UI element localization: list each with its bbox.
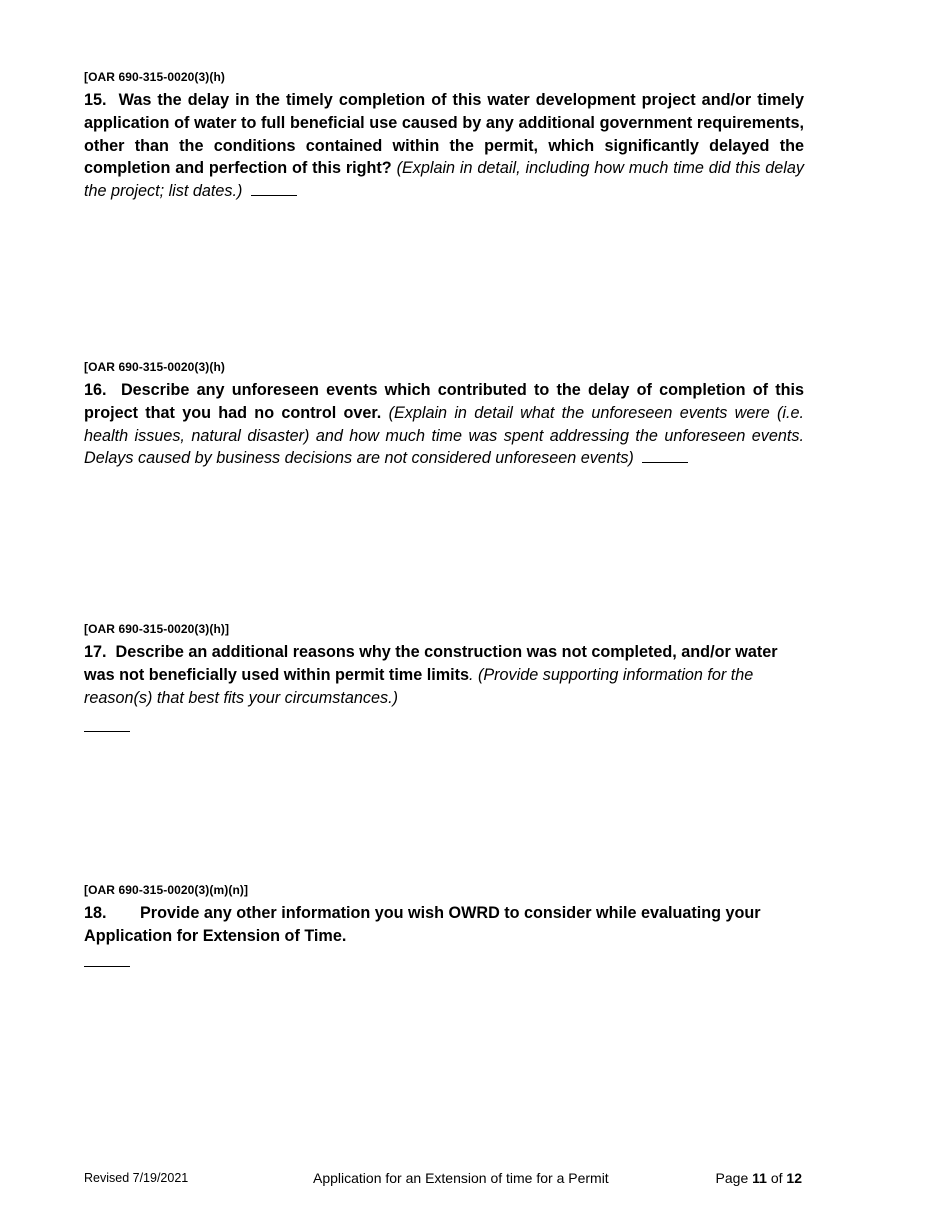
question-number: 18. bbox=[84, 904, 107, 922]
question-instructions: (Explain in detail, including how much time did this delay the project; list dates.) bbox=[84, 159, 805, 201]
question-text bbox=[84, 902, 804, 948]
question-16 bbox=[84, 360, 804, 470]
question-instructions: (Explain in detail what the unforeseen events were (i.e. health issues, natural disaster) and how much time was spent addressing the unforeseen events. Delays caused by business decisions are not considered unforeseen events) bbox=[84, 403, 805, 468]
answer-field[interactable] bbox=[251, 194, 297, 196]
rule-reference: [OAR 690-315-0020(3)(h) bbox=[84, 70, 226, 84]
question-prompt: Describe any unforeseen events which contributed to the delay of completion of this project that you had no control over. bbox=[84, 381, 804, 422]
question-text bbox=[84, 641, 804, 709]
revision-date: Revised 7/19/2021 bbox=[84, 1171, 189, 1185]
answer-field[interactable] bbox=[84, 966, 130, 967]
question-15 bbox=[84, 70, 804, 203]
question-text bbox=[84, 379, 804, 470]
question-prompt: Describe an additional reasons why the construction was not completed, and/or water was not beneficially used within permit time limits bbox=[84, 643, 778, 684]
rule-reference: [OAR 690-315-0020(3)(m)(n)] bbox=[84, 883, 249, 897]
question-18 bbox=[84, 883, 804, 967]
form-title: Application for an Extension of time for a Permit bbox=[313, 1170, 609, 1186]
page-footer bbox=[84, 1170, 804, 1188]
question-number: 17. bbox=[84, 643, 107, 661]
question-17 bbox=[84, 622, 804, 732]
answer-field[interactable] bbox=[84, 731, 130, 732]
question-number: 16. bbox=[84, 381, 107, 399]
answer-field[interactable] bbox=[642, 461, 688, 463]
rule-reference: [OAR 690-315-0020(3)(h) bbox=[84, 360, 226, 374]
page-number: Page 11 of 12 bbox=[715, 1170, 802, 1186]
question-text bbox=[84, 89, 804, 203]
question-number: 15. bbox=[84, 91, 107, 109]
question-instructions: . (Provide supporting information for the reason(s) that best fits your circumstances.) bbox=[84, 665, 754, 707]
question-prompt: Provide any other information you wish OWRD to consider while evaluating your Application for Extension of Time. bbox=[84, 904, 761, 945]
rule-reference: [OAR 690-315-0020(3)(h)] bbox=[84, 622, 230, 636]
question-prompt: Was the delay in the timely completion of this water development project and/or timely application of water to full beneficial use caused by any additional government requirements, other than the conditions contained within the permit, which significantly delayed the completion and perfection of this right? bbox=[84, 91, 804, 178]
